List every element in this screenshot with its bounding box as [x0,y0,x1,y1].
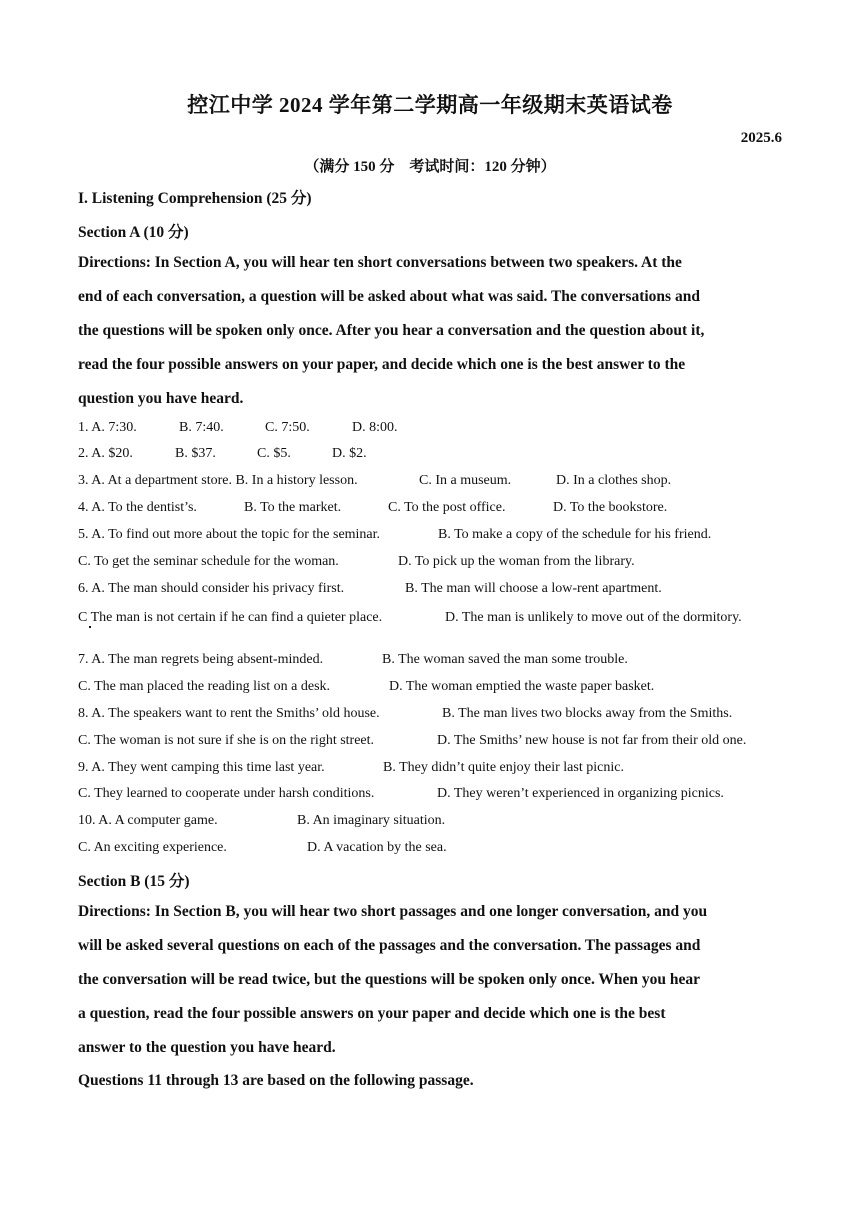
option-a: 5. A. To find out more about the topic for the seminar. [78,527,381,542]
part1-heading: I. Listening Comprehension (25 分) [78,190,312,207]
option-c: C. 7:50. [265,420,310,435]
section-a-directions-line: end of each conversation, a question will be asked about what was said. The conversations and [78,288,700,305]
option-d: D. The Smiths’ new house is not far from their old one. [437,733,747,748]
option-b: B. To make a copy of the schedule for his friend. [438,527,712,542]
option-c: C. They learned to cooperate under harsh conditions. [78,786,375,801]
option-d: D. They weren’t experienced in organizing picnics. [437,786,724,801]
option-b: B. The man lives two blocks away from the Smiths. [442,706,733,721]
section-a-heading: Section A (10 分) [78,224,189,241]
option-c: C. The woman is not sure if she is on the right street. [78,733,375,748]
option-c: C The man is not certain if he can find a quieter place. [78,610,383,625]
option-d: D. In a clothes shop. [556,473,672,488]
option-b: B. 7:40. [179,420,224,435]
section-b-directions-line: answer to the question you have heard. [78,1039,336,1056]
option-d: D. To the bookstore. [553,500,668,515]
option-d: D. The man is unlikely to move out of the dormitory. [445,610,742,625]
section-b-heading: Section B (15 分) [78,873,190,890]
option-d: D. The woman emptied the waste paper basket. [389,679,655,694]
option-a: 9. A. They went camping this time last year. [78,760,325,775]
option-a: 3. A. At a department store. B. In a history lesson. [78,473,358,488]
option-a: 2. A. $20. [78,446,133,461]
option-b: B. They didn’t quite enjoy their last picnic. [383,760,624,775]
option-c: C. To get the seminar schedule for the woman. [78,554,339,569]
option-c: C. In a museum. [419,473,512,488]
section-a-directions-line: Directions: In Section A, you will hear ten short conversations between two speakers. At the [78,254,682,271]
passage-note: Questions 11 through 13 are based on the following passage. [78,1072,474,1089]
section-a-directions-line: question you have heard. [78,390,244,407]
section-a-directions-line: read the four possible answers on your paper, and decide which one is the best answer to the [78,356,686,373]
option-c: C. To the post office. [388,500,506,515]
stray-dot [89,626,91,628]
option-d: D. A vacation by the sea. [307,840,447,855]
option-d: D. 8:00. [352,420,398,435]
option-c: C. The man placed the reading list on a desk. [78,679,331,694]
exam-meta: （满分 150 分 考试时间：120 分钟） [304,159,556,175]
section-b-directions-line: will be asked several questions on each of the passages and the conversation. The passages and [78,937,701,954]
section-b-directions-line: a question, read the four possible answers on your paper and decide which one is the best [78,1005,666,1022]
option-c: C. An exciting experience. [78,840,227,855]
option-c: C. $5. [257,446,291,461]
option-a: 6. A. The man should consider his privacy first. [78,581,345,596]
exam-date: 2025.6 [740,130,782,146]
option-a: 1. A. 7:30. [78,420,137,435]
exam-title: 控江中学 2024 学年第二学期高一年级期末英语试卷 [187,93,673,117]
option-a: 4. A. To the dentist’s. [78,500,197,515]
section-b-directions-line: Directions: In Section B, you will hear two short passages and one longer conversation, and you [78,903,708,920]
section-a-directions-line: the questions will be spoken only once. After you hear a conversation and the question about it, [78,322,705,339]
option-d: D. To pick up the woman from the library. [398,554,635,569]
option-a: 7. A. The man regrets being absent-minded. [78,652,324,667]
option-b: B. An imaginary situation. [297,813,446,828]
option-b: B. The woman saved the man some trouble. [382,652,628,667]
option-a: 8. A. The speakers want to rent the Smiths’ old house. [78,706,380,721]
option-a: 10. A. A computer game. [78,813,218,828]
option-b: B. The man will choose a low-rent apartment. [405,581,662,596]
option-d: D. $2. [332,446,367,461]
option-b: B. $37. [175,446,216,461]
option-b: B. To the market. [244,500,342,515]
section-b-directions-line: the conversation will be read twice, but the questions will be spoken only once. When you hear [78,971,701,988]
